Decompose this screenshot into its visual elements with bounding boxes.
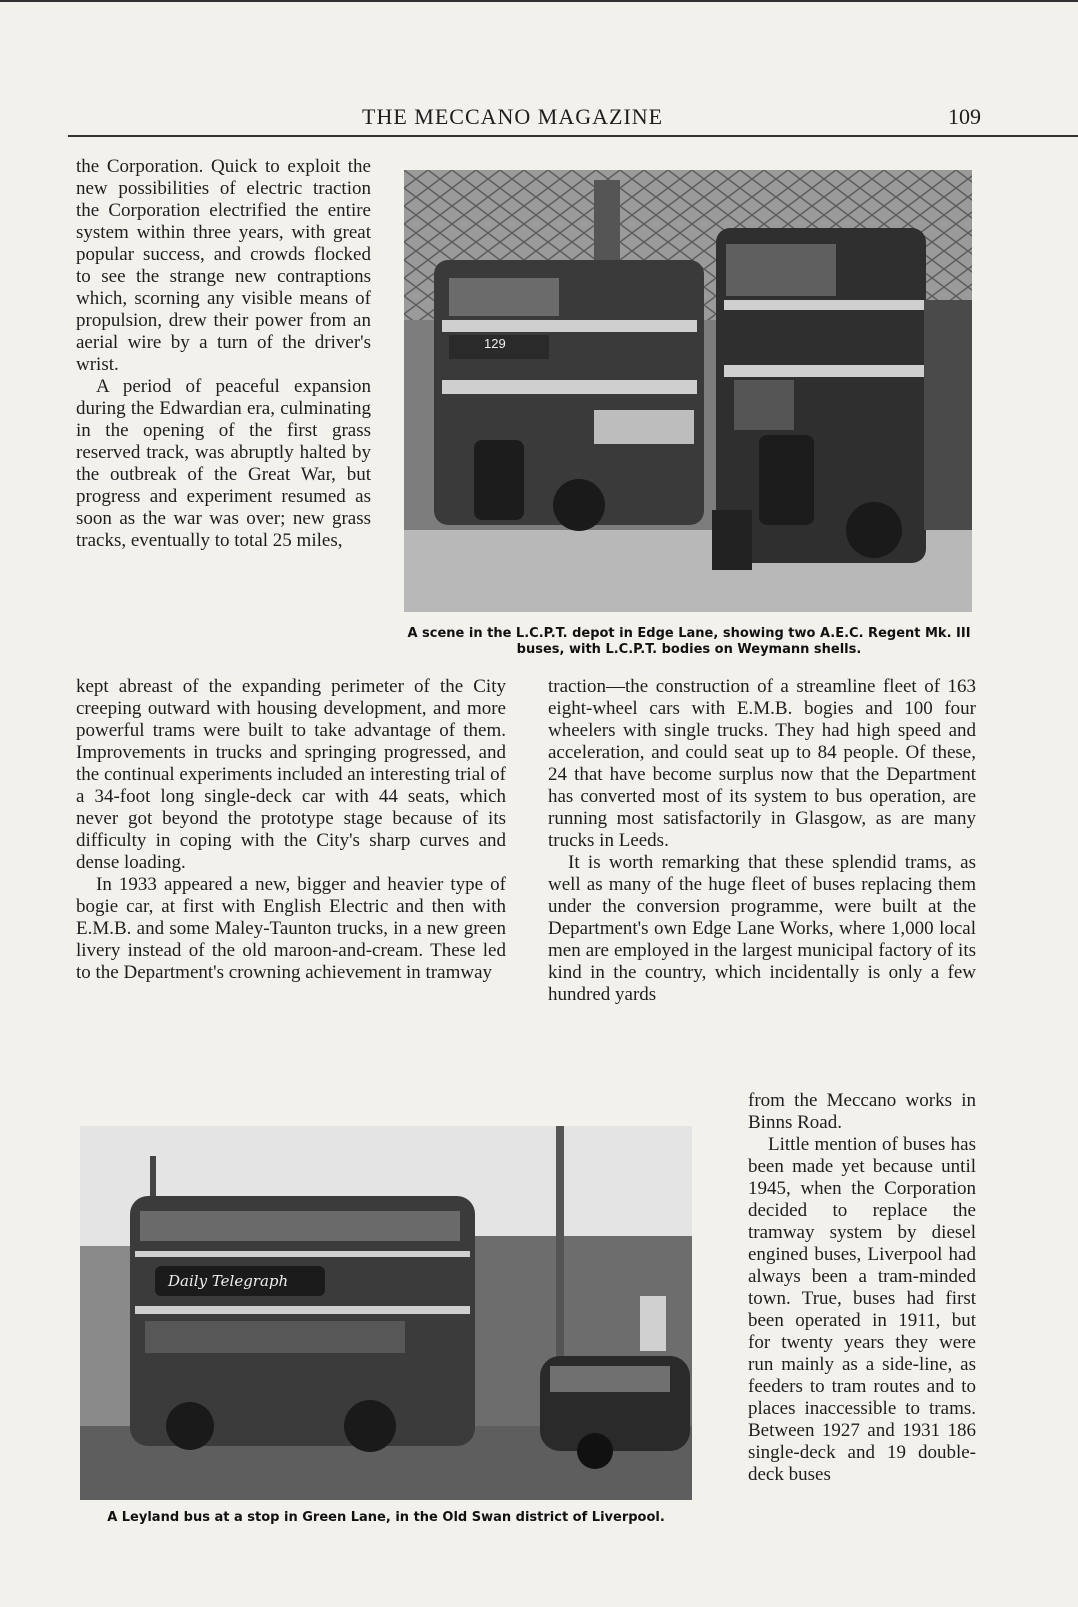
route-number: 129 bbox=[484, 336, 506, 351]
paragraph: kept abreast of the expanding perimeter of the City creeping outward with housing development, and more powerful trams were built to take advantage of them. Improvements in trucks and springing progressed, and the continual experiments included an interesting trial of a 34-foot long single-deck car with 44 seats, which never got beyond the prototype stage because of its difficulty in coping with the City's sharp curves and dense loading. bbox=[76, 676, 507, 873]
depot-photo-caption: A scene in the L.C.P.T. depot in Edge Lane, showing two A.E.C. Regent Mk. III buses, with L.C.P.T. bodies on Weymann shells. bbox=[407, 626, 971, 657]
paragraph: traction—the construction of a streamline fleet of 163 eight-wheel cars with E.M.B. bogies and 100 four wheelers with single trucks. They had high speed and acceleration, and could seat up to 84 people. Of these, 24 that have become surplus now that the Department has converted most of its system to bus operation, are running most satisfactorily in Glasgow, as are many trucks in Leeds. bbox=[548, 676, 976, 851]
bus-advert: Daily Telegraph bbox=[168, 1272, 289, 1290]
column-left-middle bbox=[76, 676, 506, 984]
header-rule bbox=[68, 135, 1078, 137]
street-bus-photo-caption: A Leyland bus at a stop in Green Lane, in the Old Swan district of Liverpool. bbox=[107, 1510, 665, 1525]
column-right-middle bbox=[548, 676, 976, 1006]
paragraph: from the Meccano works in Binns Road. bbox=[748, 1090, 976, 1133]
column-left-top bbox=[76, 156, 371, 552]
paragraph: Little mention of buses has been made yet because until 1945, when the Corporation decided to replace the tramway system by diesel engined buses, Liverpool had always been a tram-minded town. True, buses had first been operated in 1911, but for twenty years they were run mainly as a side-line, as feeders to tram routes and to places inaccessible to trams. Between 1927 and 1931 186 single-deck and 19 double-deck buses bbox=[748, 1134, 976, 1485]
paragraph: It is worth remarking that these splendid trams, as well as many of the huge fleet of buses replacing them under the conversion programme, were built at the Department's own Edge Lane Works, where 1,000 local men are employed in the largest municipal factory of its kind in the country, which incidentally is only a few hundred yards bbox=[548, 852, 976, 1005]
page-number: 109 bbox=[948, 104, 981, 129]
paragraph: In 1933 appeared a new, bigger and heavier type of bogie car, at first with English Electric and then with E.M.B. and some Maley-Taunton trucks, in a new green livery instead of the old maroon-and-cream. These led to the Department's crowning achievement in tramway bbox=[76, 874, 506, 983]
paragraph: A period of peaceful expansion during the Edwardian era, culminating in the opening of the first grass reserved track, was abruptly halted by the outbreak of the Great War, but progress and experiment resumed as soon as the war was over; new grass tracks, eventually to total 25 miles, bbox=[76, 376, 371, 551]
paragraph: the Corporation. Quick to exploit the new possibilities of electric traction the Corporation electrified the entire system within three years, with great popular success, and crowds flocked to see the strange new contraptions which, scorning any visible means of propulsion, drew their power from an aerial wire by a turn of the driver's wrist. bbox=[76, 156, 371, 375]
top-edge-rule bbox=[0, 0, 1078, 2]
street-bus-photo bbox=[80, 1126, 692, 1500]
running-title: THE MECCANO MAGAZINE bbox=[362, 104, 664, 129]
depot-photo bbox=[404, 170, 972, 612]
column-right-bottom bbox=[748, 1090, 976, 1486]
